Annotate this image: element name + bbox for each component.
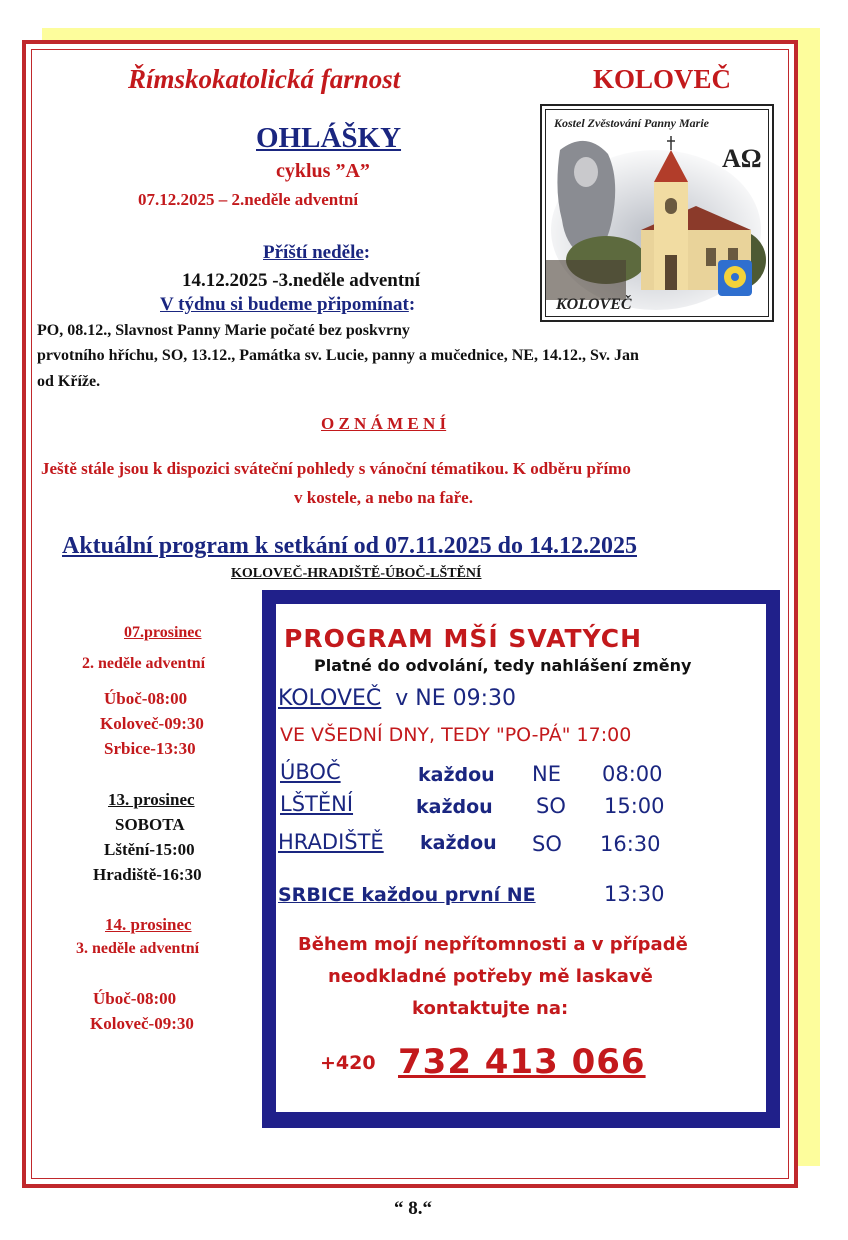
uboc-place: ÚBOČ [280, 760, 341, 784]
date-line: 07.12.2025 – 2.neděle adventní [138, 190, 359, 209]
announcement-line-1: Ještě stále jsou k dispozici sváteční pohledy s vánoční tématikou. K odběru přímo [41, 459, 631, 478]
page-title: OHLÁŠKY [256, 122, 402, 154]
srbice-row: SRBICE každou první NE [278, 884, 536, 906]
schedule-item: Úboč-08:00 [93, 989, 177, 1008]
hradiste-freq: každou [420, 832, 497, 854]
week-text-line-3: od Kříže. [37, 373, 101, 390]
hradiste-day: SO [532, 832, 562, 856]
lsteni-day: SO [536, 794, 566, 818]
lsteni-freq: každou [416, 796, 493, 818]
uboc-day: NE [532, 762, 561, 786]
schedule-item: Koloveč-09:30 [100, 714, 204, 733]
announcement-line-2: v kostele, a nebo na faře. [294, 488, 473, 507]
parish-title: Římskokatolická farnost [128, 64, 401, 94]
place-title: KOLOVEČ [593, 64, 732, 94]
image-caption-bottom: KOLOVEČ [556, 296, 632, 313]
week-text-line-2: prvotního hříchu, SO, 13.12., Památka sv. Lucie, panny a mučednice, NE, 14.12., Sv. Jan [37, 347, 639, 364]
next-sunday-date: 14.12.2025 -3.neděle adventní [182, 270, 421, 291]
schedule-day-2: 13. prosinec [108, 790, 195, 809]
absence-line-3: kontaktujte na: [412, 998, 569, 1019]
program-subheading: KOLOVEČ-HRADIŠTĚ-ÚBOČ-LŠTĚNÍ [231, 566, 482, 581]
weekdays-row: VE VŠEDNÍ DNY, TEDY "PO-PÁ" 17:00 [280, 724, 632, 746]
absence-line-1: Během mojí nepřítomnosti a v případě [298, 934, 688, 955]
cycle-label: cyklus ”A” [276, 160, 370, 182]
hradiste-place: HRADIŠTĚ [278, 830, 384, 854]
hradiste-time: 16:30 [600, 832, 661, 856]
schedule-day-3: 14. prosinec [105, 915, 192, 934]
schedule-item: Lštění-15:00 [104, 840, 195, 859]
srbice-time: 13:30 [604, 882, 665, 906]
next-sunday-label: Příští neděle: [263, 242, 371, 263]
week-label: V týdnu si budeme připomínat: [160, 294, 416, 315]
schedule-note-2: SOBOTA [115, 815, 185, 834]
schedule-note-1: 2. neděle adventní [82, 655, 206, 672]
schedule-note-3: 3. neděle adventní [76, 940, 200, 957]
uboc-freq: každou [418, 764, 495, 786]
schedule-item: Úboč-08:00 [104, 689, 188, 708]
page-number: “ 8.“ [394, 1198, 432, 1219]
mass-program-box [262, 590, 780, 1128]
alpha-omega-symbol: AΩ [722, 144, 762, 173]
church-image [540, 104, 774, 322]
week-text-line-1: PO, 08.12., Slavnost Panny Marie počaté bez poskvrny [37, 322, 410, 339]
phone-number: 732 413 066 [398, 1042, 646, 1082]
lsteni-place: LŠTĚNÍ [280, 792, 354, 816]
schedule-item: Koloveč-09:30 [90, 1014, 194, 1033]
absence-line-2: neodkladné potřeby mě laskavě [328, 966, 653, 987]
mass-program-title: PROGRAM MŠÍ SVATÝCH [284, 624, 643, 653]
program-heading: Aktuální program k setkání od 07.11.2025 do 14.12.2025 [62, 533, 637, 559]
kolovec-row: KOLOVEČ v NE 09:30 [278, 686, 517, 711]
mass-program-subtitle: Platné do odvolání, tedy nahlášení změny [314, 656, 692, 675]
image-caption-top: Kostel Zvěstování Panny Marie [554, 116, 709, 130]
church-illustration [546, 110, 769, 317]
schedule-item: Hradiště-16:30 [93, 865, 202, 884]
lsteni-time: 15:00 [604, 794, 665, 818]
uboc-time: 08:00 [602, 762, 663, 786]
schedule-item: Srbice-13:30 [104, 739, 196, 758]
schedule-day-1: 07.prosinec [124, 624, 202, 641]
announcement-title: O Z N Á M E N Í [321, 414, 447, 433]
phone-prefix: +420 [320, 1052, 376, 1074]
